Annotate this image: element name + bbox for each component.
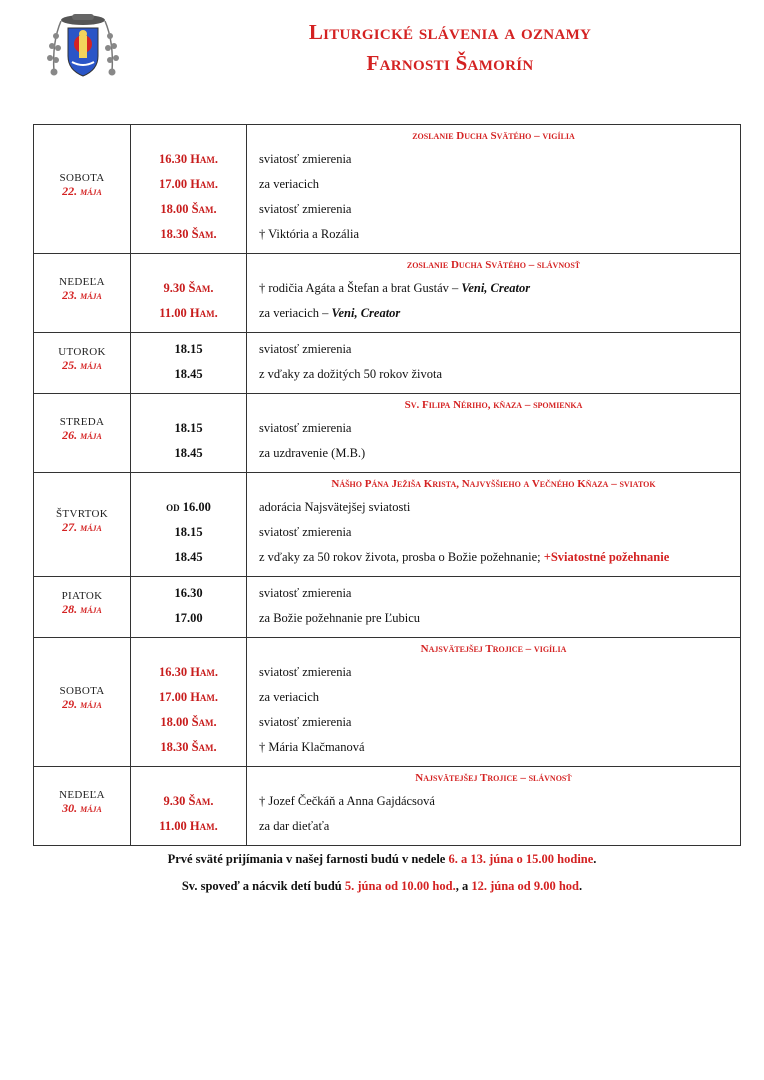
intention-text: sviatosť zmierenia <box>259 525 352 539</box>
day-name: PIATOK <box>61 590 103 602</box>
time-cell <box>131 254 247 333</box>
time-cell <box>131 638 247 767</box>
schedule-table <box>33 124 741 846</box>
intention-line <box>247 789 740 814</box>
intention-cell <box>247 394 741 473</box>
intention-hymn: Veni, Creator <box>331 306 401 320</box>
intention-cell <box>247 254 741 333</box>
intention-line <box>247 337 740 362</box>
feast-heading: Najsvätejšej Trojice – vigília <box>420 643 567 655</box>
intention-line <box>247 814 740 839</box>
intention-line <box>247 197 740 222</box>
day-cell <box>34 638 131 767</box>
day-row <box>34 767 741 846</box>
intention-text: sviatosť zmierenia <box>259 665 352 679</box>
intention-text: z vďaky za 50 rokov života, prosba o Božie požehnanie; <box>259 550 544 564</box>
day-row <box>34 254 741 333</box>
day-date: 29. mája <box>62 697 102 711</box>
intention-text: † Viktória a Rozália <box>259 227 360 241</box>
time-cell <box>131 767 247 846</box>
intention-text: † Jozef Čečkáň a Anna Gajdácsová <box>259 794 435 808</box>
intention-text: za veriacich <box>259 690 320 704</box>
day-cell <box>34 125 131 254</box>
intention-line <box>247 710 740 735</box>
mass-time: 18.30 Šam. <box>160 740 217 754</box>
mass-time: 18.00 Šam. <box>160 202 217 216</box>
day-date: 30. mája <box>62 801 102 815</box>
day-date: 28. mája <box>62 602 102 616</box>
intention-cell <box>247 577 741 638</box>
time-cell <box>131 394 247 473</box>
intention-text: sviatosť zmierenia <box>259 421 352 435</box>
day-date: 25. mája <box>62 358 102 372</box>
mass-time: 16.30 Ham. <box>158 665 219 679</box>
intention-line <box>247 362 740 387</box>
feast-heading: zoslanie Ducha Svätého – vigília <box>412 130 575 142</box>
day-row <box>34 577 741 638</box>
day-date: 23. mája <box>62 288 102 302</box>
mass-time: 18.45 <box>174 550 203 564</box>
intention-line <box>247 606 740 631</box>
day-row <box>34 333 741 394</box>
time-cell <box>131 473 247 577</box>
time-cell <box>131 125 247 254</box>
note2-text-a: Sv. spoveď a nácvik detí budú <box>181 879 345 893</box>
intention-line <box>247 495 740 520</box>
note1-text-c: . <box>593 852 597 866</box>
note2-date2: 12. júna od 9.00 hod <box>471 879 580 893</box>
day-name: NEDEĽA <box>59 789 105 801</box>
time-cell <box>131 577 247 638</box>
feast-heading: Nášho Pána Ježiša Krista, Najvyššieho a Večného Kňaza – sviatok <box>331 478 656 490</box>
page-title-line1: Liturgické slávenia a oznamy <box>308 20 592 44</box>
mass-time: 18.15 <box>174 342 203 356</box>
day-row <box>34 638 741 767</box>
mass-time: 17.00 Ham. <box>158 177 219 191</box>
intention-line <box>247 222 740 247</box>
mass-time: 11.00 Ham. <box>159 819 218 833</box>
intention-line <box>247 545 740 570</box>
day-row <box>34 394 741 473</box>
intention-line <box>247 276 740 301</box>
intention-cell <box>247 767 741 846</box>
day-name: SOBOTA <box>59 685 105 697</box>
intention-text: sviatosť zmierenia <box>259 715 352 729</box>
day-name: ŠTVRTOK <box>56 508 108 520</box>
mass-time: 11.00 Ham. <box>159 306 218 320</box>
intention-text: † Mária Klačmanová <box>259 740 365 754</box>
mass-time: 16.30 Ham. <box>158 152 219 166</box>
day-date: 26. mája <box>62 428 102 442</box>
intention-text: sviatosť zmierenia <box>259 342 352 356</box>
intention-line <box>247 172 740 197</box>
intention-line <box>247 660 740 685</box>
note2-date1: 5. júna od 10.00 hod. <box>344 879 456 893</box>
intention-line <box>247 735 740 760</box>
mass-time: 18.15 <box>174 421 203 435</box>
day-cell <box>34 577 131 638</box>
day-row <box>34 473 741 577</box>
intention-text: sviatosť zmierenia <box>259 586 352 600</box>
intention-line <box>247 147 740 172</box>
intention-hymn: Veni, Creator <box>461 281 531 295</box>
mass-time: 18.00 Šam. <box>160 715 217 729</box>
mass-time: 9.30 Šam. <box>163 794 214 808</box>
intention-line <box>247 441 740 466</box>
mass-time: 9.30 Šam. <box>163 281 214 295</box>
intention-cell <box>247 473 741 577</box>
note2-text-c: , a <box>455 879 472 893</box>
page-title-line2: Farnosti Šamorín <box>366 51 534 75</box>
intention-line <box>247 301 740 326</box>
day-cell <box>34 254 131 333</box>
intention-text: z vďaky za dožitých 50 rokov života <box>259 367 443 381</box>
day-cell <box>34 333 131 394</box>
day-cell <box>34 394 131 473</box>
note1-text-a: Prvé sväté prijímania v našej farnosti budú v nedele <box>167 852 449 866</box>
intention-text: za dar dieťaťa <box>259 819 330 833</box>
mass-time: 16.30 <box>174 586 203 600</box>
intention-cell <box>247 125 741 254</box>
intention-text: za veriacich – <box>259 306 332 320</box>
parish-coat-of-arms-icon <box>44 12 122 84</box>
day-cell <box>34 767 131 846</box>
day-name: NEDEĽA <box>59 276 105 288</box>
intention-text: za Božie požehnanie pre Ľubicu <box>259 611 421 625</box>
intention-blessing: +Sviatostné požehnanie <box>543 550 670 564</box>
intention-cell <box>247 638 741 767</box>
intention-text: † rodičia Agáta a Štefan a brat Gustáv – <box>259 281 462 295</box>
feast-heading: Najsvätejšej Trojice – slávnosť <box>415 772 572 784</box>
intention-line <box>247 520 740 545</box>
mass-time: 17.00 <box>174 611 203 625</box>
mass-time: 18.30 Šam. <box>160 227 217 241</box>
intention-text: za uzdravenie (M.B.) <box>259 446 366 460</box>
mass-time: od 16.00 <box>166 500 211 514</box>
intention-text: za veriacich <box>259 177 320 191</box>
mass-time: 18.45 <box>174 367 203 381</box>
first-communion-note <box>0 852 764 867</box>
mass-time: 18.45 <box>174 446 203 460</box>
intention-text: sviatosť zmierenia <box>259 202 352 216</box>
day-cell <box>34 473 131 577</box>
intention-text: adorácia Najsvätejšej sviatosti <box>259 500 411 514</box>
intention-line <box>247 416 740 441</box>
intention-line <box>247 685 740 710</box>
day-name: STREDA <box>59 416 105 428</box>
day-row <box>34 125 741 254</box>
intention-line <box>247 581 740 606</box>
mass-time: 17.00 Ham. <box>158 690 219 704</box>
day-date: 27. mája <box>62 520 102 534</box>
intention-cell <box>247 333 741 394</box>
feast-heading: Sv. Filipa Nériho, kňaza – spomienka <box>404 399 583 411</box>
day-name: UTOROK <box>58 346 106 358</box>
note1-date: 6. a 13. júna o 15.00 hodine <box>448 852 594 866</box>
day-name: SOBOTA <box>59 172 105 184</box>
note2-text-e: . <box>579 879 583 893</box>
day-date: 22. mája <box>62 184 102 198</box>
confession-practice-note <box>0 879 764 894</box>
mass-time: 18.15 <box>174 525 203 539</box>
time-cell <box>131 333 247 394</box>
intention-text: sviatosť zmierenia <box>259 152 352 166</box>
feast-heading: zoslanie Ducha Svätého – slávnosť <box>406 259 581 271</box>
